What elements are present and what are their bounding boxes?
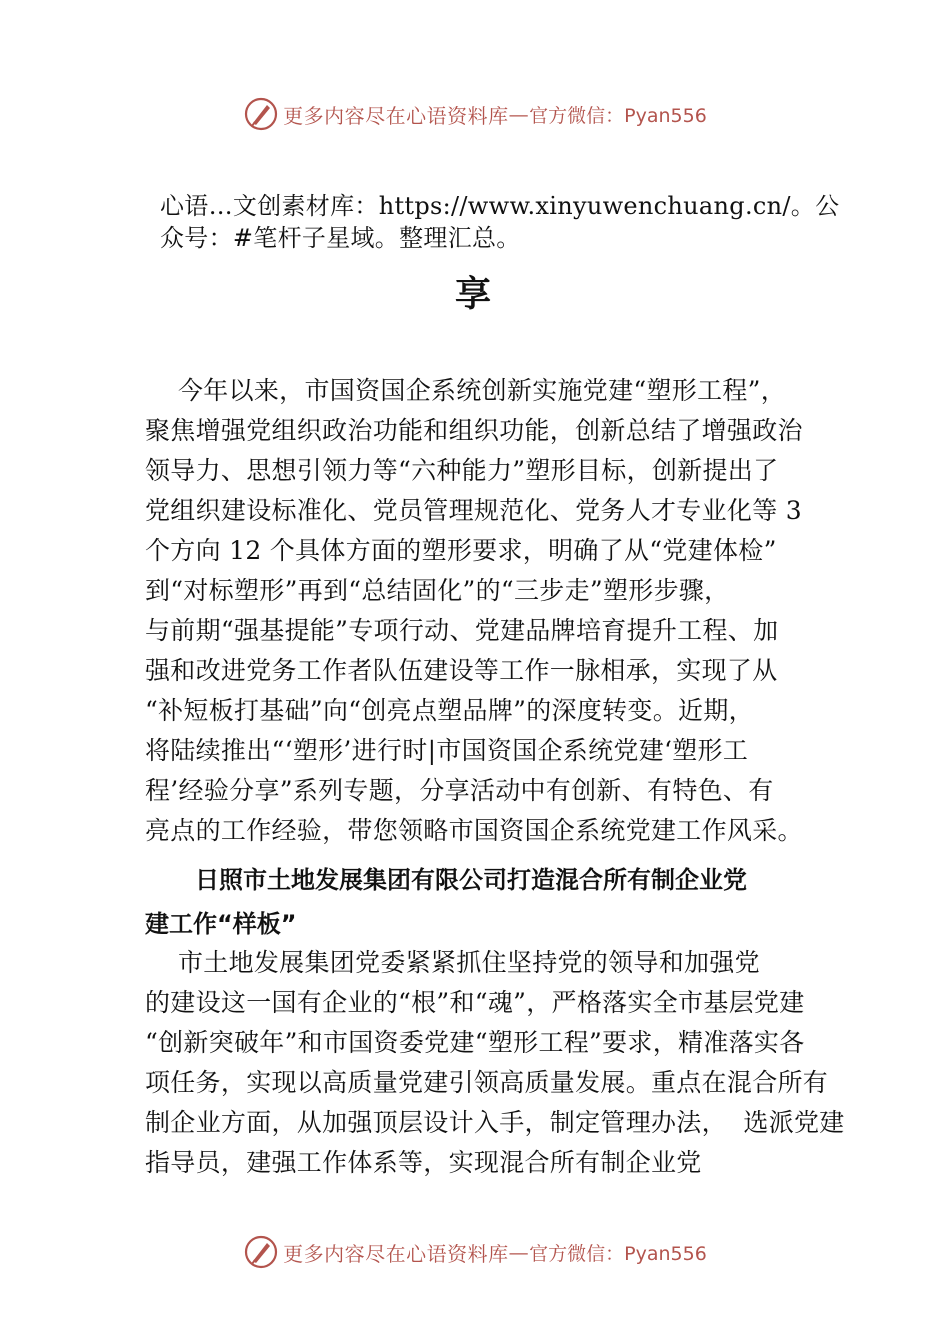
text-line: 聚焦增强党组织政治功能和组织功能，创新总结了增强政治 — [145, 416, 803, 445]
text-line: 心语…文创素材库：https://www.xinyuwenchuang.cn/。公 — [160, 192, 840, 220]
watermark-wechat-text: 官方微信：Pyan556 — [529, 104, 707, 127]
intro-body-paragraph — [145, 371, 803, 851]
text-line: 强和改进党务工作者队伍建设等工作一脉相承，实现了从 — [145, 656, 778, 685]
text-line: 今年以来，市国资国企系统创新实施党建“塑形工程”， — [145, 376, 787, 405]
text-line: 亮点的工作经验，带您领略市国资国企系统党建工作风采。 — [145, 816, 803, 845]
text-line: 项任务，实现以高质量党建引领高质量发展。重点在混合所有 — [145, 1068, 829, 1097]
watermark-banner-top — [0, 94, 950, 134]
watermark-banner-bottom — [0, 1232, 950, 1272]
text-line: 的建设这一国有企业的“根”和“魂”，严格落实全市基层党建 — [145, 988, 805, 1017]
title-character: 享 — [455, 273, 492, 315]
text-line: 市土地发展集团党委紧紧抓住坚持党的领导和加强党 — [145, 948, 760, 977]
text-line: “创新突破年”和市国资委党建“塑形工程”要求，精准落实各 — [145, 1028, 805, 1057]
text-line: 党组织建设标准化、党员管理规范化、党务人才专业化等 3 — [145, 496, 802, 525]
section-heading-line-2: 建工作“样板” — [145, 910, 297, 938]
text-line: 制企业方面，从加强顶层设计入手，制定管理办法， 选派党建 — [145, 1108, 845, 1137]
text-line: 指导员，建强工作体系等，实现混合所有制企业党 — [145, 1148, 702, 1177]
watermark-wechat-text: 官方微信：Pyan556 — [529, 1242, 707, 1265]
watermark-dash: — — [508, 1240, 530, 1264]
text-line: 将陆续推出“‘塑形’进行时|市国资国企系统党建‘塑形工 — [145, 736, 749, 765]
text-line: 个方向 12 个具体方面的塑形要求，明确了从“党建体检” — [145, 536, 777, 565]
quill-pen-logo-icon — [243, 1234, 279, 1270]
text-line: 到“对标塑形”再到“总结固化”的“三步走”塑形步骤， — [145, 576, 730, 605]
section-heading-line-1: 日照市土地发展集团有限公司打造混合所有制企业党 — [195, 866, 747, 894]
text-line: 众号：#笔杆子星域。整理汇总。 — [160, 224, 521, 252]
intro-source-paragraph — [160, 190, 839, 254]
quill-pen-logo-icon — [243, 96, 279, 132]
watermark-dash: — — [508, 102, 530, 126]
text-line: 领导力、思想引领力等“六种能力”塑形目标，创新提出了 — [145, 456, 779, 485]
text-line: 程’经验分享”系列专题，分享活动中有创新、有特色、有 — [145, 776, 774, 805]
detail-body-paragraph — [145, 943, 845, 1183]
watermark-brand-text: 更多内容尽在心语资料库 — [283, 1241, 509, 1266]
text-line: 与前期“强基提能”专项行动、党建品牌培育提升工程、加 — [145, 616, 779, 645]
watermark-brand-text: 更多内容尽在心语资料库 — [283, 103, 509, 128]
text-line: “补短板打基础”向“创亮点塑品牌”的深度转变。近期， — [145, 696, 754, 725]
